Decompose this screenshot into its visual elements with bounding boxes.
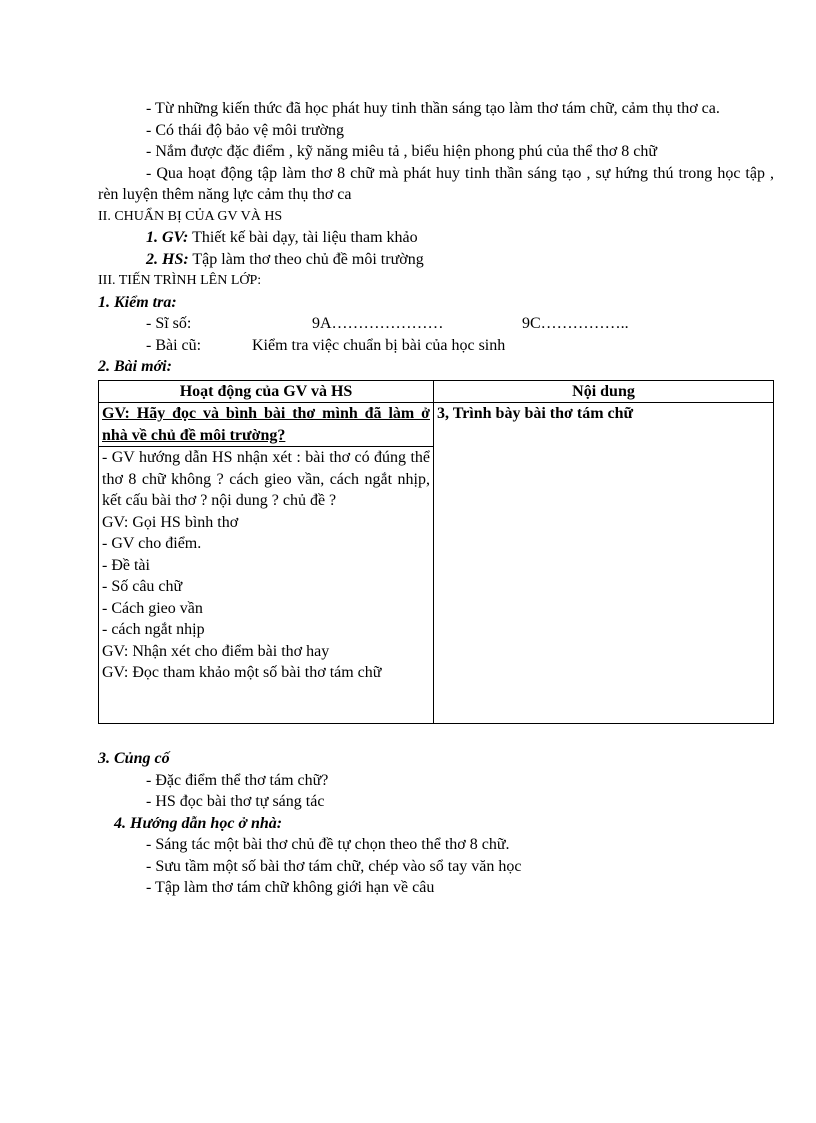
activity-item: GV: Gọi HS bình thơ — [102, 513, 239, 531]
homework-item: - Tập làm thơ tám chữ không giới hạn về câu — [146, 879, 435, 896]
content-cell — [434, 403, 774, 724]
objective-4: - Qua hoạt động tập làm thơ 8 chữ mà phát huy tinh thần sáng tạo , sự hứng thú trong học tập , rèn luyện thêm năng lực cảm thụ thơ ca — [98, 164, 774, 203]
col-content-header: Nội dung — [434, 380, 774, 403]
consolidation-item: - HS đọc bài thơ tự sáng tác — [146, 793, 325, 810]
hs-label: 2. HS: — [146, 250, 189, 268]
gv-prompt-block — [99, 403, 433, 447]
activity-cell — [99, 403, 434, 724]
gv-text: Thiết kế bài dạy, tài liệu tham khảo — [188, 229, 418, 246]
hs-text: Tập làm thơ theo chủ đề môi trường — [188, 250, 424, 268]
activity-item: - GV cho điểm. — [102, 535, 202, 552]
hs-preparation — [98, 249, 774, 271]
col-activity-header: Hoạt động của GV và HS — [99, 380, 434, 403]
new-lesson-title: 2. Bài mới: — [98, 358, 172, 375]
attendance-row — [98, 313, 774, 335]
baicu-label: - Bài cũ: — [146, 336, 202, 354]
activity-item: - GV hướng dẫn HS nhận xét : bài thơ có đúng thể thơ 8 chữ không ? cách gieo vần, cách ngắt nhịp, kết cấu bài thơ ? nội dung ? chủ đề ? — [102, 449, 430, 509]
baicu-text: Kiểm tra việc chuẩn bị bài của học sinh — [252, 336, 506, 354]
class-9a: 9A………………… — [312, 315, 444, 332]
check-title: 1. Kiểm tra: — [98, 293, 177, 311]
gv-prompt: GV: Hãy đọc và bình bài thơ mình đã làm ở nhà về chủ đề môi trường? — [102, 405, 430, 444]
siso-label: - Sĩ số: — [146, 315, 192, 332]
gv-preparation — [98, 227, 774, 249]
homework-item: - Sưu tầm một số bài thơ tám chữ, chép vào sổ tay văn học — [146, 857, 522, 875]
section-3-title: III. TIẾN TRÌNH LÊN LỚP: — [98, 273, 262, 288]
objective-2: - Có thái độ bảo vệ môi trường — [146, 121, 344, 139]
consolidation-title: 3. Củng cố — [98, 750, 170, 767]
consolidation-item: - Đặc điểm thể thơ tám chữ? — [146, 771, 329, 789]
section-2-title: II. CHUẨN BỊ CỦA GV VÀ HS — [98, 208, 283, 224]
old-lesson-row — [98, 335, 774, 357]
activity-item: GV: Nhận xét cho điểm bài thơ hay — [102, 642, 330, 660]
lesson-plan-page — [98, 98, 774, 899]
class-9c: 9C…………….. — [522, 315, 629, 332]
gv-label: 1. GV: — [146, 229, 189, 246]
activity-item: - Số câu chữ — [102, 578, 183, 595]
activity-item: GV: Đọc tham khảo một số bài thơ tám chữ — [102, 664, 382, 681]
homework-title: 4. Hướng dẫn học ở nhà: — [114, 814, 283, 832]
activity-item: - Cách gieo vần — [102, 599, 203, 617]
objective-3: - Nắm được đặc điểm , kỹ năng miêu tả , biểu hiện phong phú của thể thơ 8 chữ — [146, 143, 658, 160]
content-title: 3, Trình bày bài thơ tám chữ — [437, 405, 634, 422]
homework-item: - Sáng tác một bài thơ chủ đề tự chọn theo thể thơ 8 chữ. — [146, 836, 510, 853]
activity-table — [98, 380, 774, 725]
activity-item: - cách ngắt nhịp — [102, 621, 205, 638]
activity-item: - Đề tài — [102, 556, 150, 574]
objective-1: - Từ những kiến thức đã học phát huy tinh thần sáng tạo làm thơ tám chữ, cảm thụ thơ ca. — [146, 100, 720, 117]
